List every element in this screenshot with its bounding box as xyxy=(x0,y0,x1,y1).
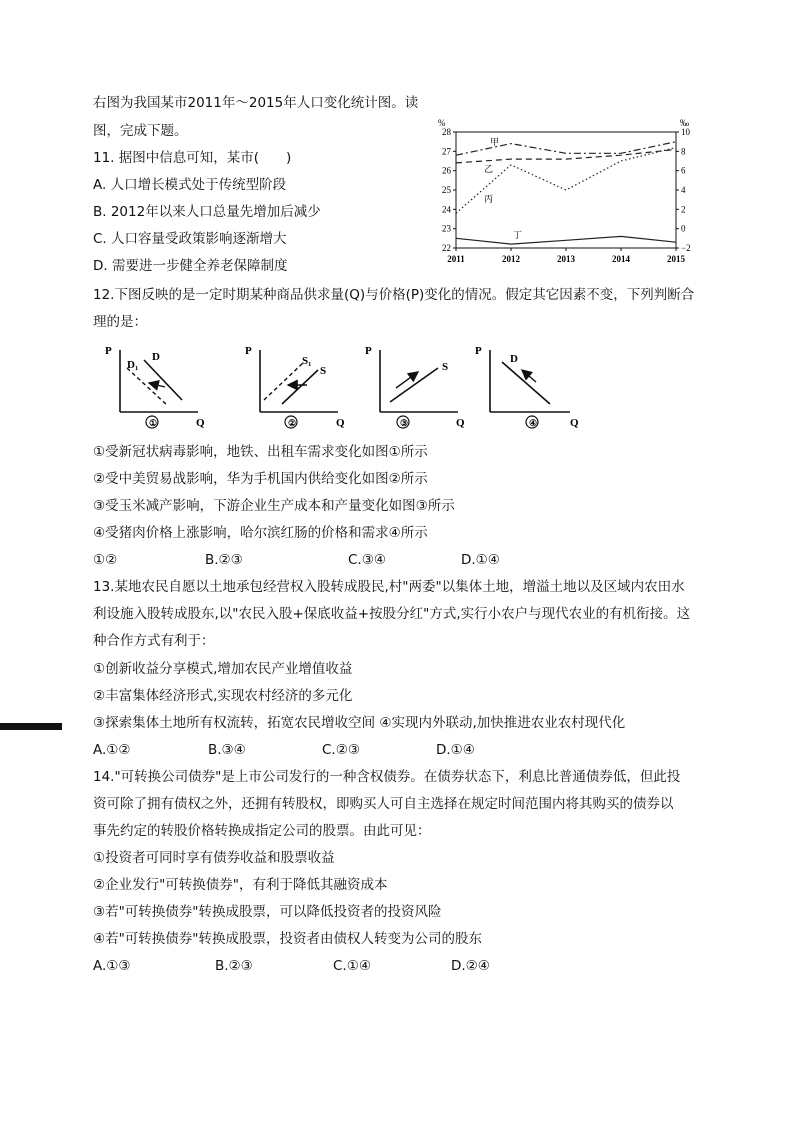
right-tick-label: 4 xyxy=(681,185,686,195)
graph2-number: ② xyxy=(288,418,297,428)
supply-demand-graph-3 xyxy=(360,340,470,435)
graph1-q-label: Q xyxy=(196,417,205,429)
graph4-move-arrow xyxy=(522,370,536,382)
left-tick-label: 22 xyxy=(442,243,451,253)
q13-statement-1: ①创新收益分享模式,增加农民产业增值收益 xyxy=(93,661,353,677)
graph2-p-label: P xyxy=(245,345,252,357)
graph3-q-label: Q xyxy=(456,417,465,429)
graph3-s-label: S xyxy=(442,361,449,373)
q12-stem-line2: 理的是： xyxy=(93,314,147,330)
q13-statement-3-4: ③探索集体土地所有权流转，拓宽农民增收空间 ④实现内外联动,加快推进农业农村现代化 xyxy=(93,715,626,731)
graph4-number: ④ xyxy=(529,418,538,428)
graph4-p-label: P xyxy=(475,345,482,357)
q11-intro-line2: 图，完成下题。 xyxy=(93,123,188,139)
right-tick-label: 8 xyxy=(681,146,686,157)
q14-answers xyxy=(93,957,490,975)
supply-demand-graph-1 xyxy=(100,340,210,435)
x-tick-label: 2015 xyxy=(667,254,685,264)
graph1-p-label: P xyxy=(105,345,112,357)
q12-answers xyxy=(93,551,500,569)
q14-answer-a: A.①③ xyxy=(93,958,131,974)
q14-statement-2: ②企业发行"可转换债券"，有利于降低其融资成本 xyxy=(93,877,388,893)
q13-answers xyxy=(93,741,475,759)
graph1-d1-curve xyxy=(127,368,168,406)
q13-stem-line3: 种合作方式有利于： xyxy=(93,633,215,649)
series-label-ding: 丁 xyxy=(513,230,523,240)
q12-statement-4: ④受猪肉价格上涨影响，哈尔滨红肠的价格和需求④所示 xyxy=(93,525,428,541)
q12-answer-d: D.①④ xyxy=(461,552,500,568)
graph3-move-arrow xyxy=(396,372,418,388)
q12-answer-a: ①② xyxy=(93,552,118,568)
graph1-d-label: D xyxy=(152,351,160,363)
q14-statement-4: ④若"可转换债券"转换成股票，投资者由债权人转变为公司的股东 xyxy=(93,931,483,947)
x-axis-ticks xyxy=(447,248,685,264)
right-tick-label: 6 xyxy=(681,165,686,176)
left-tick-label: 24 xyxy=(442,204,451,215)
q14-statement-1: ①投资者可同时享有债券收益和股票收益 xyxy=(93,850,335,866)
graph3-p-label: P xyxy=(365,345,372,357)
left-tick-label: 23 xyxy=(442,223,451,234)
right-axis-ticks xyxy=(676,127,691,253)
right-tick-label: 10 xyxy=(681,127,690,137)
graph1-shift-arrow xyxy=(149,383,165,387)
q11-option-a: A. 人口增长模式处于传统型阶段 xyxy=(93,177,287,193)
graph2-s1-label: S₁ xyxy=(302,355,312,367)
x-tick-label: 2011 xyxy=(447,254,465,264)
q14-statement-3: ③若"可转换债券"转换成股票，可以降低投资者的投资风险 xyxy=(93,904,442,920)
series-lines xyxy=(456,142,676,244)
q13-answer-d: D.①④ xyxy=(436,742,475,758)
q12-stem-line1: 12.下图反映的是一定时期某种商品供求量(Q)与价格(P)变化的情况。假定其它因素不变，下列判断合 xyxy=(93,287,695,303)
q14-stem-line1: 14."可转换公司债券"是上市公司发行的一种含权债券。在债券状态下，利息比普通债券低，但此投 xyxy=(93,769,681,785)
left-tick-label: 25 xyxy=(442,185,451,195)
q13-answer-c: C.②③ xyxy=(322,742,360,758)
graph1-d1-label: D₁ xyxy=(127,359,139,371)
q11-intro-line1: 右图为我国某市2011年～2015年人口变化统计图。读 xyxy=(93,95,419,111)
chart-plot-area xyxy=(456,132,676,248)
supply-demand-graph-4 xyxy=(470,340,590,435)
q12-answer-b: B.②③ xyxy=(205,552,243,568)
series-line-2 xyxy=(456,149,676,163)
x-tick-label: 2013 xyxy=(557,254,575,264)
q13-answer-a: A.①② xyxy=(93,742,131,758)
q14-stem-line2: 资可除了拥有债权之外，还拥有转股权，即购买人可自主选择在规定时间范围内将其购买的债券以 xyxy=(93,796,674,812)
graph3-s-curve xyxy=(390,368,438,402)
q12-answer-c: C.③④ xyxy=(348,552,386,568)
q12-statement-2: ②受中美贸易战影响，华为手机国内供给变化如图②所示 xyxy=(93,471,428,487)
left-tick-label: 27 xyxy=(442,146,451,157)
graph4-d-curve xyxy=(502,362,550,404)
left-axis-unit: % xyxy=(438,118,446,128)
q11-option-b: B. 2012年以来人口总量先增加后减少 xyxy=(93,204,321,220)
series-label-jia: 甲 xyxy=(490,137,500,147)
right-axis-unit: ‰ xyxy=(680,118,689,128)
graph4-d-label: D xyxy=(510,353,518,365)
q13-stem-line1: 13.某地农民自愿以土地承包经营权入股转成股民,村"两委"以集体土地，增溢土地以及区域内农田水 xyxy=(93,579,685,595)
q14-stem-line3: 事先约定的转股价格转换成指定公司的股票。由此可见： xyxy=(93,823,431,839)
series-line-1 xyxy=(456,142,676,156)
q12-statement-1: ①受新冠状病毒影响，地铁、出租车需求变化如图①所示 xyxy=(93,444,428,460)
margin-marker-bar xyxy=(0,723,62,730)
population-chart xyxy=(432,114,702,270)
q13-answer-b: B.③④ xyxy=(208,742,246,758)
graph2-s1-curve xyxy=(264,362,304,400)
q11-stem: 11. 据图中信息可知，某市( ) xyxy=(93,150,292,166)
x-tick-label: 2014 xyxy=(612,254,630,264)
graph2-s-label: S xyxy=(320,365,327,377)
right-tick-label: 0 xyxy=(681,223,686,234)
q14-answer-c: C.①④ xyxy=(333,958,371,974)
graph1-number: ① xyxy=(149,418,158,428)
graph2-q-label: Q xyxy=(336,417,345,429)
right-tick-label: −2 xyxy=(681,243,691,253)
q13-statement-2: ②丰富集体经济形式,实现农村经济的多元化 xyxy=(93,688,353,704)
supply-demand-graph-2 xyxy=(240,340,350,435)
q14-answer-d: D.②④ xyxy=(451,958,490,974)
chart-frame xyxy=(456,132,676,248)
graph2-s-curve xyxy=(282,370,318,404)
x-tick-label: 2012 xyxy=(502,254,520,264)
graph4-q-label: Q xyxy=(570,417,579,429)
left-tick-label: 28 xyxy=(442,127,451,137)
left-axis-ticks xyxy=(442,127,456,253)
graph1-d-curve xyxy=(144,360,182,400)
series-label-bing: 丙 xyxy=(484,194,494,204)
series-label-yi: 乙 xyxy=(484,164,494,174)
series-line-4 xyxy=(456,236,676,244)
right-tick-label: 2 xyxy=(681,204,686,215)
left-tick-label: 26 xyxy=(442,165,451,176)
q14-answer-b: B.②③ xyxy=(215,958,253,974)
q11-option-d: D. 需要进一步健全养老保障制度 xyxy=(93,258,288,274)
q13-stem-line2: 利设施入股转成股东,以"农民入股+保底收益+按股分红"方式,实行小农户与现代农业的有机衔接。这 xyxy=(93,606,691,622)
q12-statement-3: ③受玉米减产影响，下游企业生产成本和产量变化如图③所示 xyxy=(93,498,455,514)
graph3-number: ③ xyxy=(400,418,409,428)
q11-option-c: C. 人口容量受政策影响逐渐增大 xyxy=(93,231,287,247)
